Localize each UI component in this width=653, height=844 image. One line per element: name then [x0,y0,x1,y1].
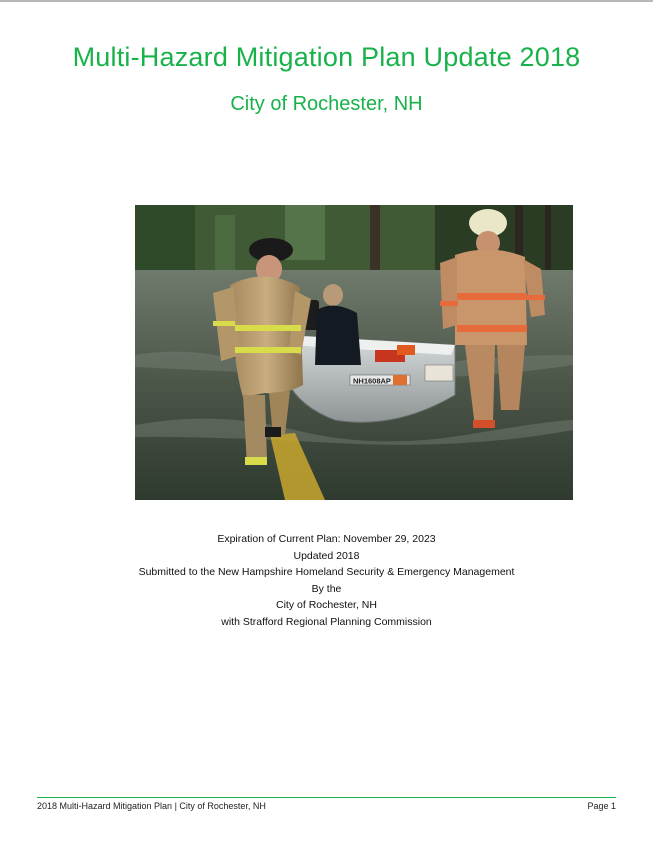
cover-info-block [0,531,653,631]
by-the-line: By the [311,582,342,595]
submitted-to-line: Submitted to the New Hampshire Homeland Security & Emergency Management [138,566,515,579]
document-subtitle: City of Rochester, NH [230,93,423,115]
boat-registration-label: NH1608AP [353,376,391,386]
document-title: Multi-Hazard Mitigation Plan Update 2018 [72,42,581,72]
updated-line: Updated 2018 [293,549,360,562]
top-border [0,0,653,2]
cover-photo [135,205,573,500]
footer-page-number: Page 1 [587,801,616,811]
city-line: City of Rochester, NH [276,599,377,612]
commission-line: with Strafford Regional Planning Commission [221,615,432,628]
plan-expiration-line: Expiration of Current Plan: November 29, 2023 [217,533,436,545]
footer-divider [37,797,616,798]
footer-document-name: 2018 Multi-Hazard Mitigation Plan | City of Rochester, NH [37,801,266,811]
